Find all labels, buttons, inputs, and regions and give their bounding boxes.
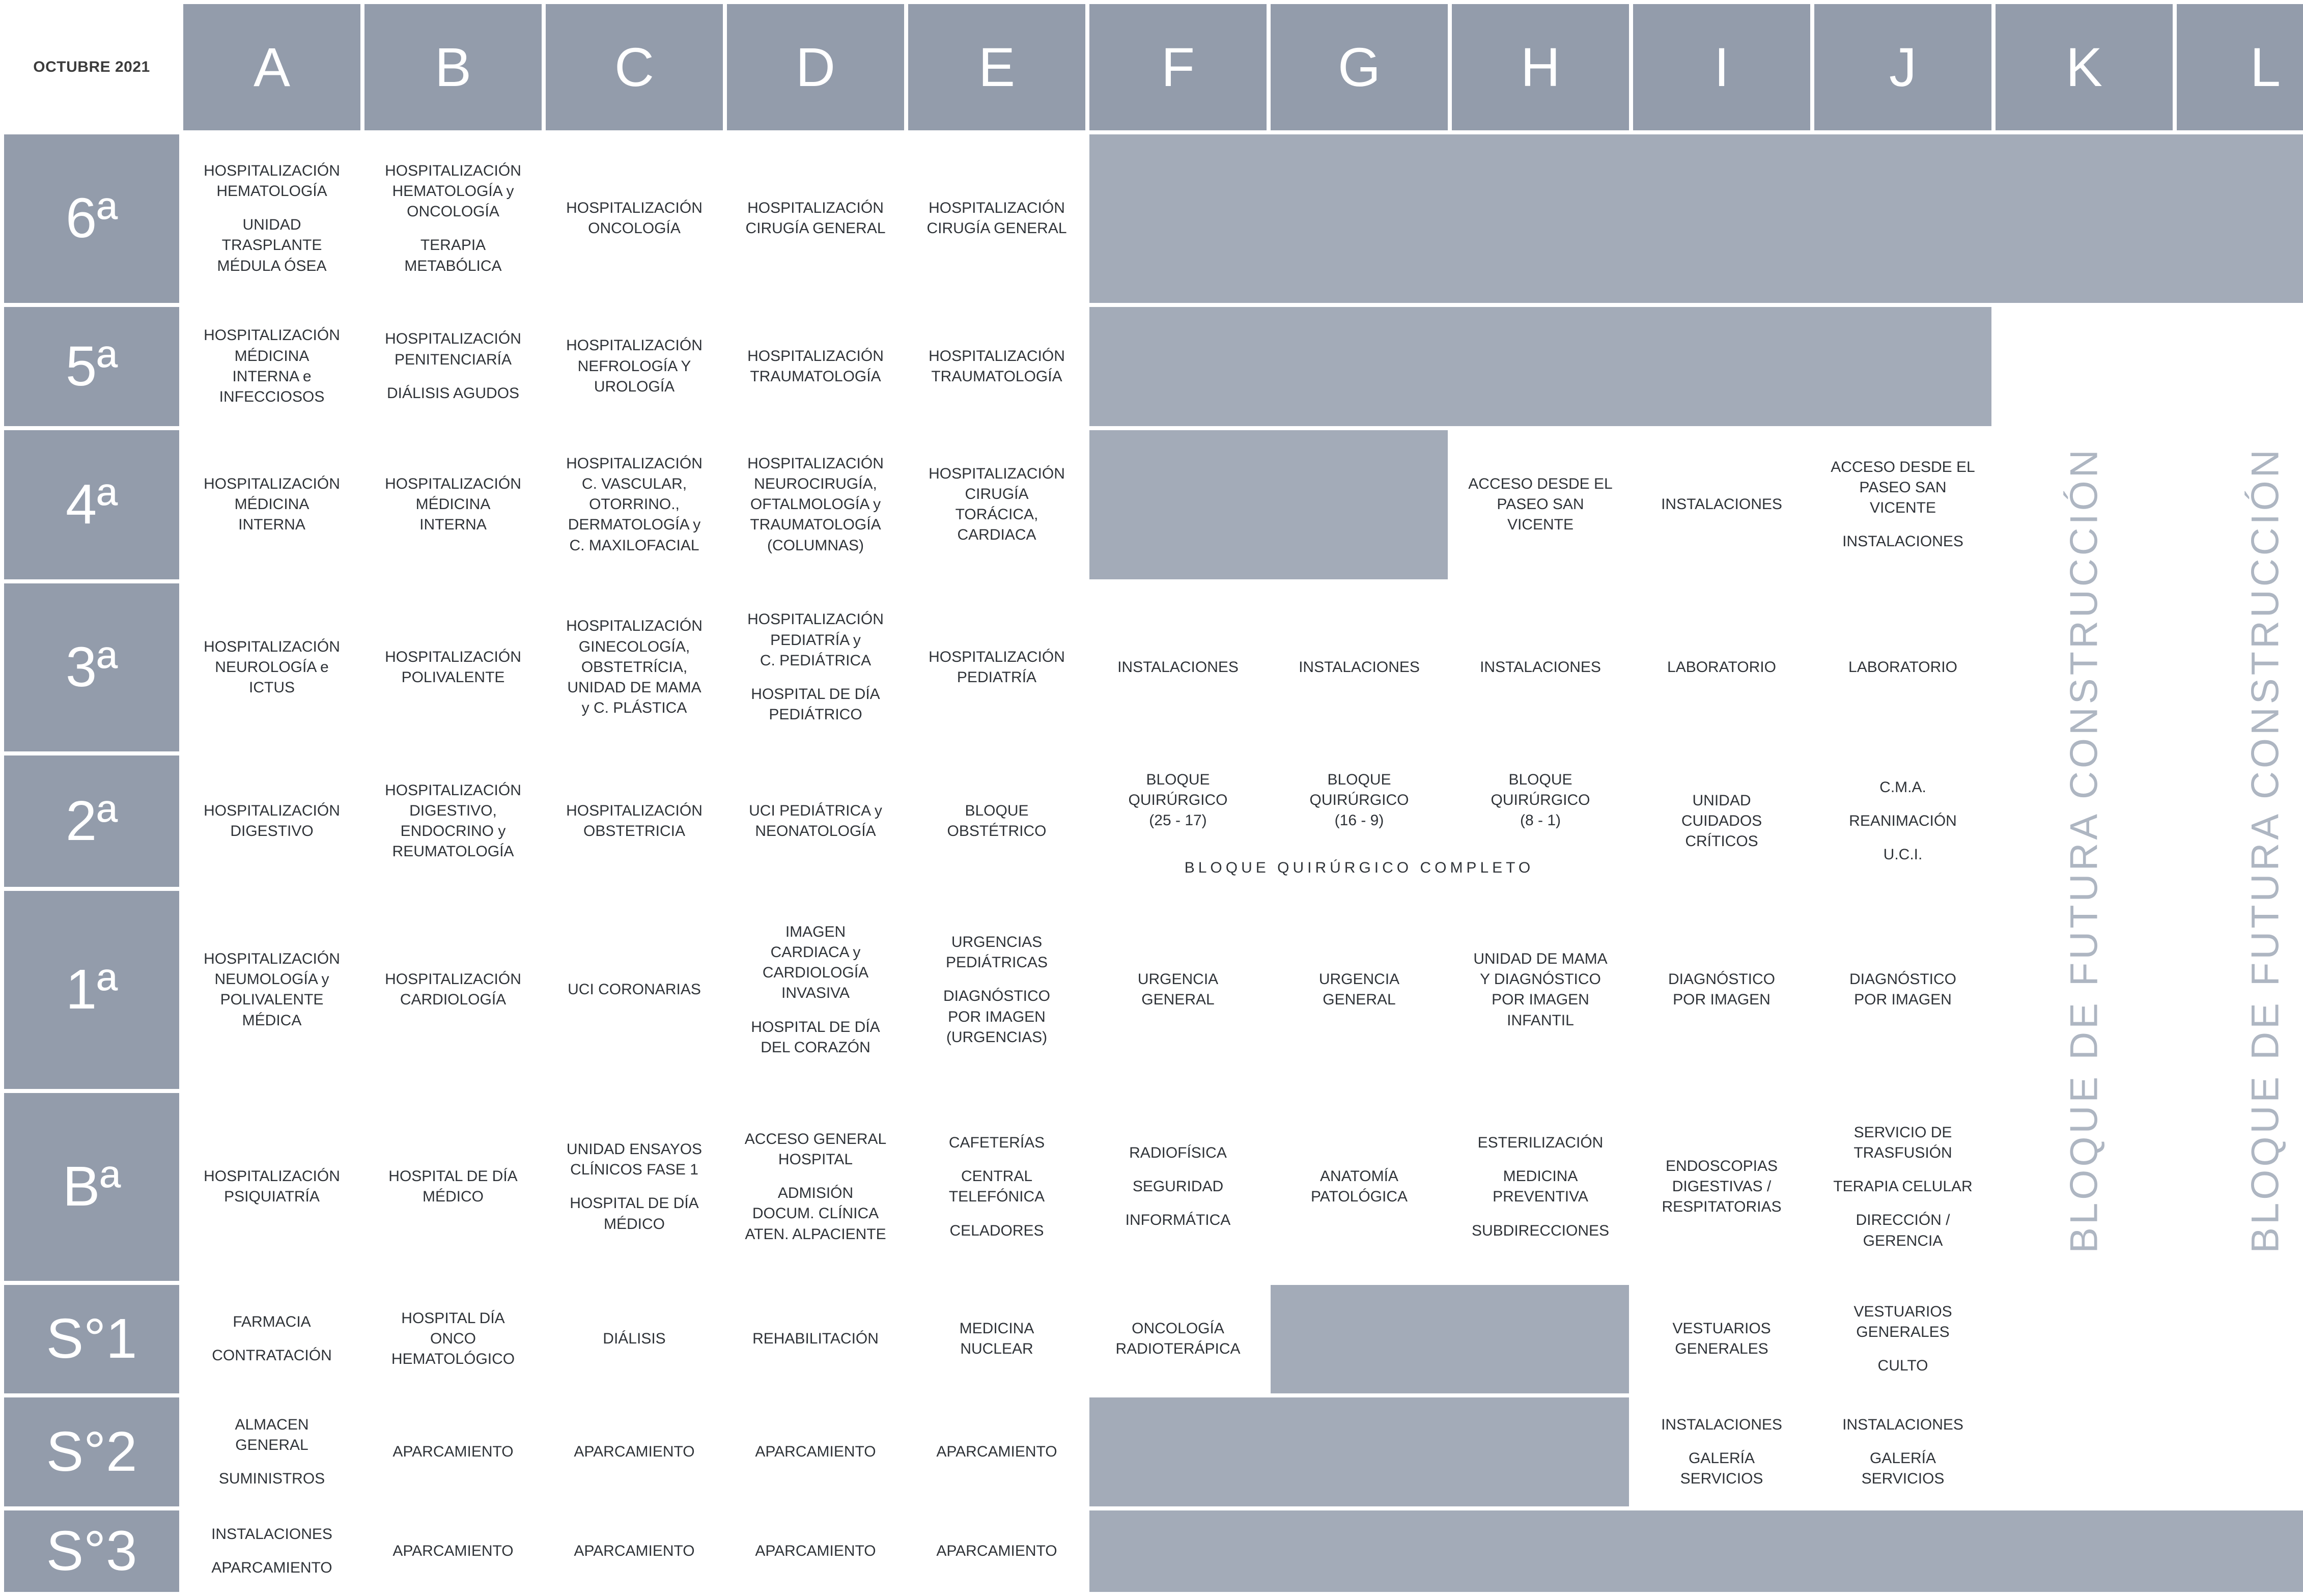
column-header-a: A (183, 4, 360, 130)
cell-5-E: HOSPITALIZACIÓN TRAUMATOLOGÍA (908, 307, 1085, 426)
cell-S2-C: APARCAMIENTO (546, 1397, 723, 1506)
cell-1-E: URGENCIAS PEDIÁTRICAS DIAGNÓSTICO POR IMAGEN (URGENCIAS) (908, 891, 1085, 1089)
cell-4-H: ACCESO DESDE EL PASEO SAN VICENTE (1452, 430, 1629, 579)
row-header-b: Bª (4, 1093, 179, 1281)
cell-S1-empty-gh (1271, 1285, 1629, 1394)
table-row (4, 134, 2303, 303)
cell-4-E: HOSPITALIZACIÓN CIRUGÍA TORÁCICA, CARDIACA (908, 430, 1085, 579)
cell-S1-I: VESTUARIOS GENERALES (1633, 1285, 1810, 1394)
cell-3-A: HOSPITALIZACIÓN NEUROLOGÍA e ICTUS (183, 583, 360, 752)
cell-S2-J: INSTALACIONES GALERÍA SERVICIOS (1814, 1397, 1991, 1506)
cell-S1-A: FARMACIA CONTRATACIÓN (183, 1285, 360, 1394)
cell-6-E: HOSPITALIZACIÓN CIRUGÍA GENERAL (908, 134, 1085, 303)
table-row (4, 583, 2303, 752)
table-row (4, 1510, 2303, 1592)
table-row (4, 1285, 2303, 1394)
column-header-h: H (1452, 4, 1629, 130)
cell-B-G: ANATOMÍA PATOLÓGICA (1271, 1093, 1448, 1281)
row-header-5: 5ª (4, 307, 179, 426)
cell-S1-D: REHABILITACIÓN (727, 1285, 904, 1394)
column-header-c: C (546, 4, 723, 130)
cell-1-J: DIAGNÓSTICO POR IMAGEN (1814, 891, 1991, 1089)
cell-S1-B: HOSPITAL DÍA ONCO HEMATOLÓGICO (364, 1285, 542, 1394)
table-row (4, 755, 2303, 845)
row-header-s3: S°3 (4, 1510, 179, 1592)
cell-S2-D: APARCAMIENTO (727, 1397, 904, 1506)
cell-2-G: BLOQUE QUIRÚRGICO (16 - 9) (1271, 755, 1448, 845)
cell-4-B: HOSPITALIZACIÓN MÉDICINA INTERNA (364, 430, 542, 579)
cell-4-J: ACCESO DESDE EL PASEO SAN VICENTE INSTALACIONES (1814, 430, 1991, 579)
cell-6-C: HOSPITALIZACIÓN ONCOLOGÍA (546, 134, 723, 303)
cell-S3-E: APARCAMIENTO (908, 1510, 1085, 1592)
cell-1-F: URGENCIA GENERAL (1089, 891, 1267, 1089)
cell-S3-B: APARCAMIENTO (364, 1510, 542, 1592)
cell-S1-E: MEDICINA NUCLEAR (908, 1285, 1085, 1394)
column-header-i: I (1633, 4, 1810, 130)
cell-3-C: HOSPITALIZACIÓN GINECOLOGÍA, OBSTETRÍCIA, UNIDAD DE MAMA y C. PLÁSTICA (546, 583, 723, 752)
cell-1-G: URGENCIA GENERAL (1271, 891, 1448, 1089)
cell-1-C: UCI CORONARIAS (546, 891, 723, 1089)
cell-B-F: RADIOFÍSICA SEGURIDAD INFORMÁTICA (1089, 1093, 1267, 1281)
cell-3-I: LABORATORIO (1633, 583, 1810, 752)
cell-4-empty-fg (1089, 430, 1448, 579)
table-row (4, 307, 2303, 426)
column-header-k: K (1996, 4, 2173, 130)
cell-4-D: HOSPITALIZACIÓN NEUROCIRUGÍA, OFTALMOLOGÍA y TRAUMATOLOGÍA (COLUMNAS) (727, 430, 904, 579)
cell-4-C: HOSPITALIZACIÓN C. VASCULAR, OTORRINO., DERMATOLOGÍA y C. MAXILOFACIAL (546, 430, 723, 579)
row-header-6: 6ª (4, 134, 179, 303)
cell-3-E: HOSPITALIZACIÓN PEDIATRÍA (908, 583, 1085, 752)
future-block-l-label: BLOQUE DE FUTURA CONSTRUCCIÓN (2243, 446, 2287, 1254)
surgical-block-complete-label: BLOQUE QUIRÚRGICO COMPLETO (1089, 849, 1629, 887)
row-header-s2: S°2 (4, 1397, 179, 1506)
table-row (4, 430, 2303, 579)
cell-B-B: HOSPITAL DE DÍA MÉDICO (364, 1093, 542, 1281)
column-header-j: J (1814, 4, 1991, 130)
cell-B-D: ACCESO GENERAL HOSPITAL ADMISIÓN DOCUM. CLÍNICA ATEN. ALPACIENTE (727, 1093, 904, 1281)
cell-S1-F: ONCOLOGÍA RADIOTERÁPICA (1089, 1285, 1267, 1394)
cell-5-A: HOSPITALIZACIÓN MÉDICINA INTERNA e INFECCIOSOS (183, 307, 360, 426)
cell-S2-I: INSTALACIONES GALERÍA SERVICIOS (1633, 1397, 1810, 1506)
cell-1-I: DIAGNÓSTICO POR IMAGEN (1633, 891, 1810, 1089)
table-row (4, 891, 2303, 1089)
column-header-g: G (1271, 4, 1448, 130)
cell-2-H: BLOQUE QUIRÚRGICO (8 - 1) (1452, 755, 1629, 845)
cell-6-D: HOSPITALIZACIÓN CIRUGÍA GENERAL (727, 134, 904, 303)
cell-2-J: C.M.A. REANIMACIÓN U.C.I. (1814, 755, 1991, 887)
cell-2-F: BLOQUE QUIRÚRGICO (25 - 17) (1089, 755, 1267, 845)
cell-4-A: HOSPITALIZACIÓN MÉDICINA INTERNA (183, 430, 360, 579)
row-header-4: 4ª (4, 430, 179, 579)
cell-S2-E: APARCAMIENTO (908, 1397, 1085, 1506)
column-header-f: F (1089, 4, 1267, 130)
cell-S3-C: APARCAMIENTO (546, 1510, 723, 1592)
column-header-b: B (364, 4, 542, 130)
cell-B-J: SERVICIO DE TRASFUSIÓN TERAPIA CELULAR DIRECCIÓN / GERENCIA (1814, 1093, 1991, 1281)
cell-3-F: INSTALACIONES (1089, 583, 1267, 752)
cell-B-A: HOSPITALIZACIÓN PSIQUIATRÍA (183, 1093, 360, 1281)
cell-S1-J: VESTUARIOS GENERALES CULTO (1814, 1285, 1991, 1394)
row-header-3: 3ª (4, 583, 179, 752)
cell-S3-D: APARCAMIENTO (727, 1510, 904, 1592)
cell-1-A: HOSPITALIZACIÓN NEUMOLOGÍA y POLIVALENTE MÉDICA (183, 891, 360, 1089)
row-header-s1: S°1 (4, 1285, 179, 1394)
cell-6-A: HOSPITALIZACIÓN HEMATOLOGÍA UNIDAD TRASPLANTE MÉDULA ÓSEA (183, 134, 360, 303)
cell-S3-A: INSTALACIONES APARCAMIENTO (183, 1510, 360, 1592)
cell-S2-A: ALMACEN GENERAL SUMINISTROS (183, 1397, 360, 1506)
cell-S2-empty-fgh (1089, 1397, 1629, 1506)
cell-S3-empty (1089, 1510, 2303, 1592)
cell-B-E: CAFETERÍAS CENTRAL TELEFÓNICA CELADORES (908, 1093, 1085, 1281)
cell-S1-C: DIÁLISIS (546, 1285, 723, 1394)
row-header-2: 2ª (4, 755, 179, 887)
cell-1-H: UNIDAD DE MAMA Y DIAGNÓSTICO POR IMAGEN INFANTIL (1452, 891, 1629, 1089)
cell-2-I: UNIDAD CUIDADOS CRÍTICOS (1633, 755, 1810, 887)
cell-4-I: INSTALACIONES (1633, 430, 1810, 579)
table-row (4, 1093, 2303, 1281)
date-label: OCTUBRE 2021 (4, 4, 179, 130)
cell-S2-B: APARCAMIENTO (364, 1397, 542, 1506)
cell-6-empty (1089, 134, 2303, 303)
cell-B-H: ESTERILIZACIÓN MEDICINA PREVENTIVA SUBDIRECCIONES (1452, 1093, 1629, 1281)
cell-B-C: UNIDAD ENSAYOS CLÍNICOS FASE 1 HOSPITAL DE DÍA MÉDICO (546, 1093, 723, 1281)
cell-B-I: ENDOSCOPIAS DIGESTIVAS / RESPITATORIAS (1633, 1093, 1810, 1281)
cell-1-B: HOSPITALIZACIÓN CARDIOLOGÍA (364, 891, 542, 1089)
column-header-l: L (2177, 4, 2303, 130)
cell-2-E: BLOQUE OBSTÉTRICO (908, 755, 1085, 887)
column-header-d: D (727, 4, 904, 130)
cell-3-B: HOSPITALIZACIÓN POLIVALENTE (364, 583, 542, 752)
cell-2-A: HOSPITALIZACIÓN DIGESTIVO (183, 755, 360, 887)
row-header-1: 1ª (4, 891, 179, 1089)
cell-1-D: IMAGEN CARDIACA y CARDIOLOGÍA INVASIVA HOSPITAL DE DÍA DEL CORAZÓN (727, 891, 904, 1089)
cell-3-J: LABORATORIO (1814, 583, 1991, 752)
cell-3-D: HOSPITALIZACIÓN PEDIATRÍA y C. PEDIÁTRICA HOSPITAL DE DÍA PEDIÁTRICO (727, 583, 904, 752)
table-row (4, 1397, 2303, 1506)
cell-2-C: HOSPITALIZACIÓN OBSTETRICIA (546, 755, 723, 887)
cell-3-H: INSTALACIONES (1452, 583, 1629, 752)
cell-5-C: HOSPITALIZACIÓN NEFROLOGÍA Y UROLOGÍA (546, 307, 723, 426)
future-block-l (2177, 307, 2303, 1393)
column-header-e: E (908, 4, 1085, 130)
cell-2-D: UCI PEDIÁTRICA y NEONATOLOGÍA (727, 755, 904, 887)
cell-6-B: HOSPITALIZACIÓN HEMATOLOGÍA y ONCOLOGÍA TERAPIA METABÓLICA (364, 134, 542, 303)
future-block-k-label: BLOQUE DE FUTURA CONSTRUCCIÓN (2062, 446, 2106, 1254)
cell-2-B: HOSPITALIZACIÓN DIGESTIVO, ENDOCRINO y REUMATOLOGÍA (364, 755, 542, 887)
cell-3-G: INSTALACIONES (1271, 583, 1448, 752)
cell-5-B: HOSPITALIZACIÓN PENITENCIARÍA DIÁLISIS AGUDOS (364, 307, 542, 426)
cell-5-D: HOSPITALIZACIÓN TRAUMATOLOGÍA (727, 307, 904, 426)
table-header-row (4, 4, 2303, 130)
cell-5-empty (1089, 307, 1991, 426)
future-block-k (1996, 307, 2173, 1393)
